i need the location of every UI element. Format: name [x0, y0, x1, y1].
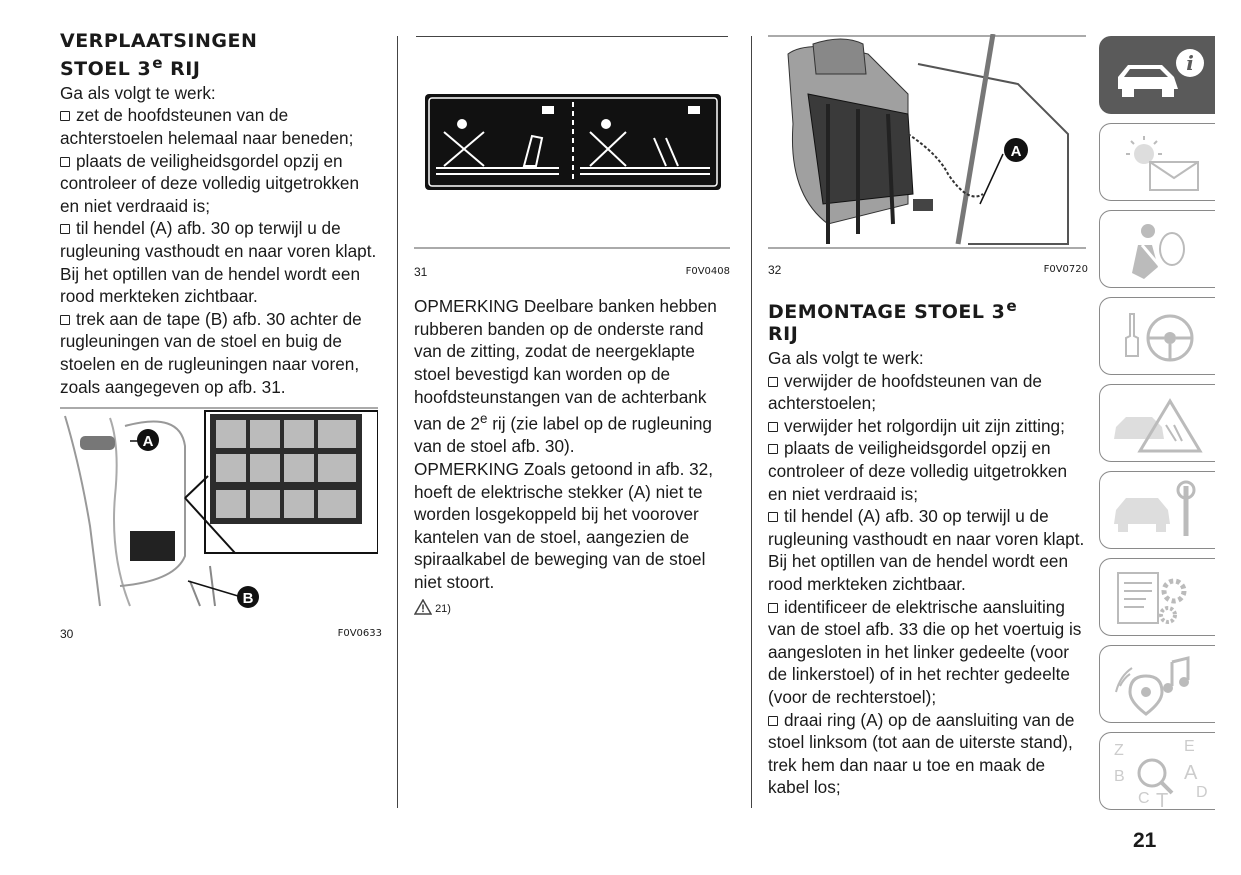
list-item: verwijder het rolgordijn uit zijn zitting; [768, 415, 1088, 438]
key-steering-wheel-icon [1100, 298, 1216, 376]
intro-text: Ga als volgt te werk: [768, 348, 924, 369]
column-2 [414, 30, 730, 620]
list-item: trek aan de tape (B) afb. 30 achter de rugleuningen van de stoel en buig de stoelen en de rugleuningen naar voren, zoals aangegeven op afb. 31. [60, 308, 382, 398]
column-3 [768, 30, 1088, 799]
tab-starting-driving[interactable] [1099, 297, 1215, 375]
figure-32-caption [768, 259, 1088, 282]
tab-multimedia[interactable] [1099, 645, 1215, 723]
column-1 [60, 30, 382, 645]
list-item: plaats de veiligheidsgordel opzij en controleer of deze volledig uitgetrokken en niet verdraaid is; [768, 437, 1088, 505]
section-title-demontage: DEMONTAGE STOEL 3e RIJ [768, 297, 1018, 346]
figure-31-caption [414, 261, 730, 284]
car-warning-triangle-icon [1100, 385, 1216, 463]
index-letter: A [1184, 762, 1198, 784]
list-item: verwijder de hoofdsteunen van de achterstoelen; [768, 370, 1088, 415]
tab-safety[interactable] [1099, 210, 1215, 288]
figure-32-illustration [768, 34, 1086, 250]
car-wrench-icon [1100, 472, 1216, 550]
section-title-verplaatsingen: VERPLAATSINGEN STOEL 3e RIJ [60, 30, 258, 80]
list-item: til hendel (A) afb. 30 op terwijl u de rugleuning vasthoudt en naar voren klapt. Bij het optillen van de hendel wordt een rood merkteken zichtbaar. [60, 217, 382, 307]
intro-text: Ga als volgt te werk: [60, 82, 216, 103]
figure-code: F0V0720 [1043, 263, 1088, 275]
figure-number: 32 [768, 262, 782, 277]
list-item: plaats de veiligheidsgordel opzij en controleer of deze volledig uitgetrokken en niet verdraaid is; [60, 150, 382, 218]
svg-text:i: i [1186, 51, 1194, 75]
index-letter: E [1184, 738, 1195, 755]
list-item: identificeer de elektrische aansluiting van de stoel afb. 33 die op het voertuig is aangesloten in het linker gedeelte (voor de linkerstoel) of in het rechter gedeelte (voor de rechterstoel); [768, 596, 1088, 709]
figure-code: F0V0408 [685, 265, 730, 277]
warning-light-message-icon [1100, 124, 1216, 202]
tab-index[interactable] [1099, 732, 1215, 810]
note-1: OPMERKING Deelbare banken hebben rubberen banden op de onderste rand van de zitting, zodat de neergeklapte stoel bevestigd kan worden op de hoofdsteunstangen van de achterbank van de 2e rij (zie label op de rugleuning van de stoel afb. 30). [414, 296, 717, 457]
figure-31-illustration [414, 66, 730, 252]
list-item: til hendel (A) afb. 30 op terwijl u de rugleuning vasthoudt en naar voren klapt. Bij het optillen van de hendel wordt een rood merkteken zichtbaar. [768, 505, 1088, 595]
tab-technical-data[interactable] [1099, 558, 1215, 636]
figure-30-caption [60, 623, 382, 646]
chapter-tabs [1099, 36, 1215, 819]
document-gears-icon [1100, 559, 1216, 637]
figure-30 [60, 406, 382, 645]
list-item: draai ring (A) op de aansluiting van de stoel linksom (tot aan de uiterste stand), trek hem dan naar u toe en maak de kabel los; [768, 709, 1088, 799]
figure-30-label-a: A [142, 433, 154, 451]
column-separator-right [751, 36, 752, 808]
index-letter: D [1196, 784, 1208, 801]
index-search-icon [1100, 733, 1216, 811]
figure-31 [414, 66, 730, 283]
note-2: OPMERKING Zoals getoond in afb. 32, hoeft de elektrische stekker (A) niet te worden losgekoppeld bij het voorover kantelen van de stoel, aangezien de spiraalkabel de beweging van de stoel niet stoort. [414, 459, 714, 593]
figure-number: 31 [414, 264, 428, 279]
figure-30-label-b: B [242, 590, 254, 608]
tab-dashboard-lights[interactable] [1099, 123, 1215, 201]
list-item: zet de hoofdsteunen van de achterstoelen helemaal naar beneden; [60, 104, 382, 149]
tab-maintenance[interactable] [1099, 471, 1215, 549]
warning-reference: 21) [414, 598, 730, 621]
car-info-icon [1100, 37, 1216, 115]
index-letter: T [1156, 790, 1169, 811]
tab-emergency[interactable] [1099, 384, 1215, 462]
figure-30-illustration [60, 406, 378, 614]
index-letter: B [1114, 768, 1125, 785]
index-letter: Z [1114, 742, 1124, 759]
index-letter: C [1138, 790, 1150, 807]
figure-code: F0V0633 [337, 627, 382, 639]
multimedia-icon [1100, 646, 1216, 724]
airbag-icon [1100, 211, 1216, 289]
warning-icon [414, 599, 432, 615]
tab-knowing-car[interactable] [1099, 36, 1215, 114]
figure-32 [768, 34, 1088, 281]
page-number: 21 [1133, 829, 1157, 852]
figure-number: 30 [60, 626, 74, 641]
figure-32-label-a: A [1010, 143, 1022, 160]
column-separator-left [397, 36, 398, 808]
